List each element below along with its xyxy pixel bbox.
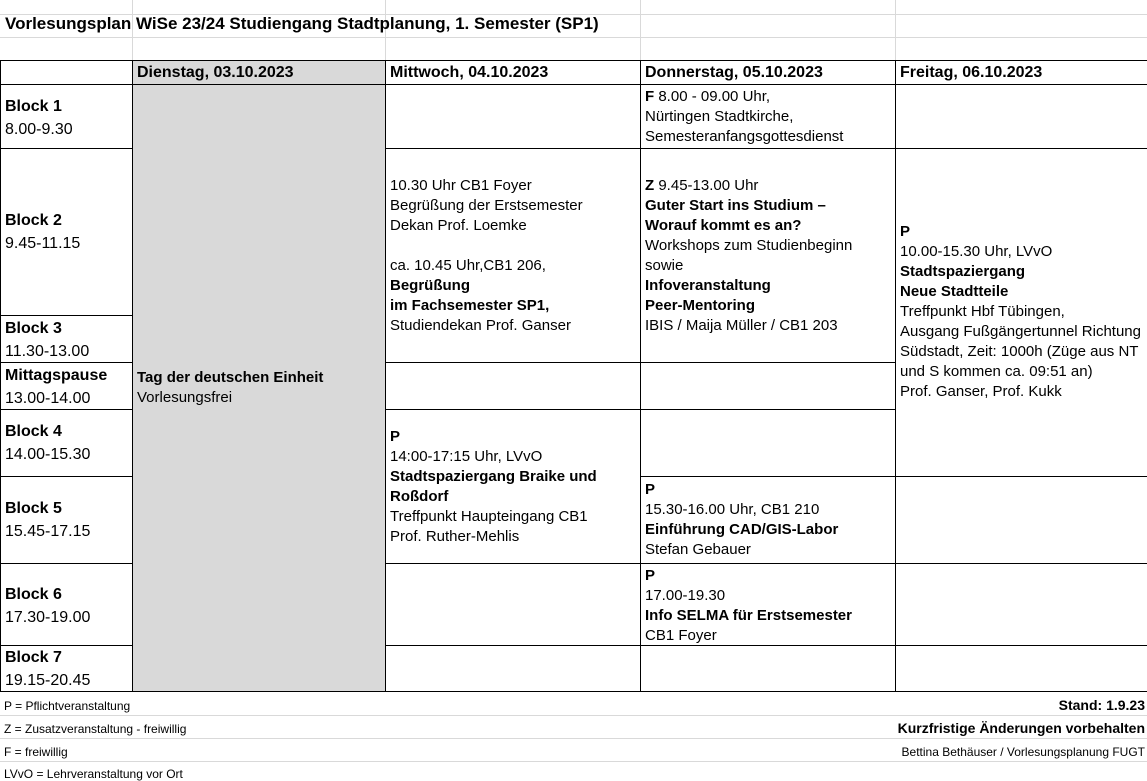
event-title: Einführung CAD/GIS-Labor <box>645 521 839 538</box>
event-code: P <box>645 481 656 498</box>
event-line: Prof. Ruther-Mehlis <box>390 528 520 545</box>
event-time: 10.00-15.30 Uhr, LVvO <box>900 243 1053 260</box>
event-title: Worauf kommt es an? <box>645 217 802 234</box>
block-name: Block 4 <box>5 423 62 440</box>
holiday-title: Tag der deutschen Einheit <box>137 369 324 386</box>
thu-lunch <box>640 362 896 410</box>
event-title: Stadtspaziergang <box>900 263 1026 280</box>
wed-block6 <box>385 563 641 646</box>
block-time: 14.00-15.30 <box>5 446 91 463</box>
event-title: Guter Start ins Studium – <box>645 197 826 214</box>
event-code: P <box>645 567 656 584</box>
event-time: 9.45-13.00 Uhr <box>654 177 759 194</box>
event-line: CB1 Foyer <box>645 627 717 644</box>
wed-lunch <box>385 362 641 410</box>
event-line: IBIS / Maija Müller / CB1 203 <box>645 317 838 334</box>
event-line: Dekan Prof. Loemke <box>390 217 527 234</box>
thu-block5-event <box>640 476 896 564</box>
page-title: Vorlesungsplan WiSe 23/24 Studiengang Stadtplanung, 1. Semester (SP1) <box>5 14 599 33</box>
block-time: 19.15-20.45 <box>5 672 91 689</box>
event-title: Neue Stadtteile <box>900 283 1009 300</box>
day-header-wednesday: Mittwoch, 04.10.2023 <box>385 60 641 85</box>
fri-block5 <box>895 476 1147 564</box>
block-3 <box>0 315 133 363</box>
event-title: Infoveranstaltung <box>645 277 771 294</box>
block-1 <box>0 84 133 149</box>
event-line: und S kommen ca. 09:51 an) <box>900 363 1093 380</box>
legend-z: Z = Zusatzveranstaltung - freiwillig <box>4 722 187 736</box>
legend-lvvo: LVvO = Lehrveranstaltung vor Ort <box>4 767 183 781</box>
event-line: Workshops zum Studienbeginn <box>645 237 853 254</box>
thu-block7 <box>640 645 896 692</box>
block-4 <box>0 409 133 477</box>
event-code: P <box>390 428 401 445</box>
thu-block1-event <box>640 84 896 149</box>
event-time: 8.00 - 09.00 Uhr, <box>654 88 771 105</box>
wed-block7 <box>385 645 641 692</box>
block-name: Block 1 <box>5 98 62 115</box>
block-name: Mittagspause <box>5 367 108 384</box>
block-time: 8.00-9.30 <box>5 121 73 138</box>
event-title: Stadtspaziergang Braike und <box>390 468 597 485</box>
author-note: Bettina Bethäuser / Vorlesungsplanung FUGT <box>901 745 1145 759</box>
block-name: Block 7 <box>5 649 62 666</box>
changes-note: Kurzfristige Änderungen vorbehalten <box>897 720 1145 736</box>
event-title: Begrüßung <box>390 277 470 294</box>
fri-block6 <box>895 563 1147 646</box>
block-name: Block 5 <box>5 500 62 517</box>
event-code: Z <box>645 177 655 194</box>
header-corner <box>0 60 133 85</box>
block-name: Block 6 <box>5 586 62 603</box>
block-time: 17.30-19.00 <box>5 609 91 626</box>
event-line: Stefan Gebauer <box>645 541 751 558</box>
event-line: ca. 10.45 Uhr,CB1 206, <box>390 257 546 274</box>
event-line: Nürtingen Stadtkirche, <box>645 108 794 125</box>
event-line: sowie <box>645 257 684 274</box>
thu-block4 <box>640 409 896 477</box>
event-line: Studiendekan Prof. Ganser <box>390 317 571 334</box>
event-title: Roßdorf <box>390 488 449 505</box>
block-time: 9.45-11.15 <box>5 235 81 252</box>
event-time: 17.00-19.30 <box>645 587 726 604</box>
block-time: 11.30-13.00 <box>5 343 90 360</box>
fri-block1 <box>895 84 1147 149</box>
block-5 <box>0 476 133 564</box>
holiday-note: Vorlesungsfrei <box>137 389 233 406</box>
legend-p: P = Pflichtveranstaltung <box>4 699 131 713</box>
event-time: 15.30-16.00 Uhr, CB1 210 <box>645 501 820 518</box>
event-title: Peer-Mentoring <box>645 297 756 314</box>
block-time: 15.45-17.15 <box>5 523 91 540</box>
event-line: 10.30 Uhr CB1 Foyer <box>390 177 532 194</box>
block-name: Block 2 <box>5 212 62 229</box>
event-title: Info SELMA für Erstsemester <box>645 607 852 624</box>
event-line: Semesteranfangsgottesdienst <box>645 128 844 145</box>
event-line: Ausgang Fußgängertunnel Richtung <box>900 323 1141 340</box>
wed-block1 <box>385 84 641 149</box>
legend-f: F = freiwillig <box>4 745 68 759</box>
day-header-tuesday: Dienstag, 03.10.2023 <box>132 60 386 85</box>
block-7 <box>0 645 133 692</box>
stand-date: Stand: 1.9.23 <box>1058 697 1145 713</box>
fri-excursion-event <box>895 148 1147 477</box>
holiday-cell <box>132 84 386 692</box>
day-header-friday: Freitag, 06.10.2023 <box>895 60 1147 85</box>
fri-block7 <box>895 645 1147 692</box>
block-2 <box>0 148 133 316</box>
event-line: Treffpunkt Haupteingang CB1 <box>390 508 588 525</box>
event-line: Begrüßung der Erstsemester <box>390 197 583 214</box>
day-header-thursday: Donnerstag, 05.10.2023 <box>640 60 896 85</box>
event-title: im Fachsemester SP1, <box>390 297 550 314</box>
block-6 <box>0 563 133 646</box>
wed-block4-5-event <box>385 409 641 564</box>
event-code: P <box>900 223 911 240</box>
event-line: Prof. Ganser, Prof. Kukk <box>900 383 1062 400</box>
event-line: Treffpunkt Hbf Tübingen, <box>900 303 1065 320</box>
event-code: F <box>645 88 655 105</box>
event-line: Südstadt, Zeit: 1000h (Züge aus NT <box>900 343 1139 360</box>
block-time: 13.00-14.00 <box>5 390 91 407</box>
block-lunch <box>0 362 133 410</box>
wed-block2-3-event <box>385 148 641 363</box>
thu-block6-event <box>640 563 896 646</box>
block-name: Block 3 <box>5 320 62 337</box>
thu-block2-3-event <box>640 148 896 363</box>
event-time: 14:00-17:15 Uhr, LVvO <box>390 448 543 465</box>
